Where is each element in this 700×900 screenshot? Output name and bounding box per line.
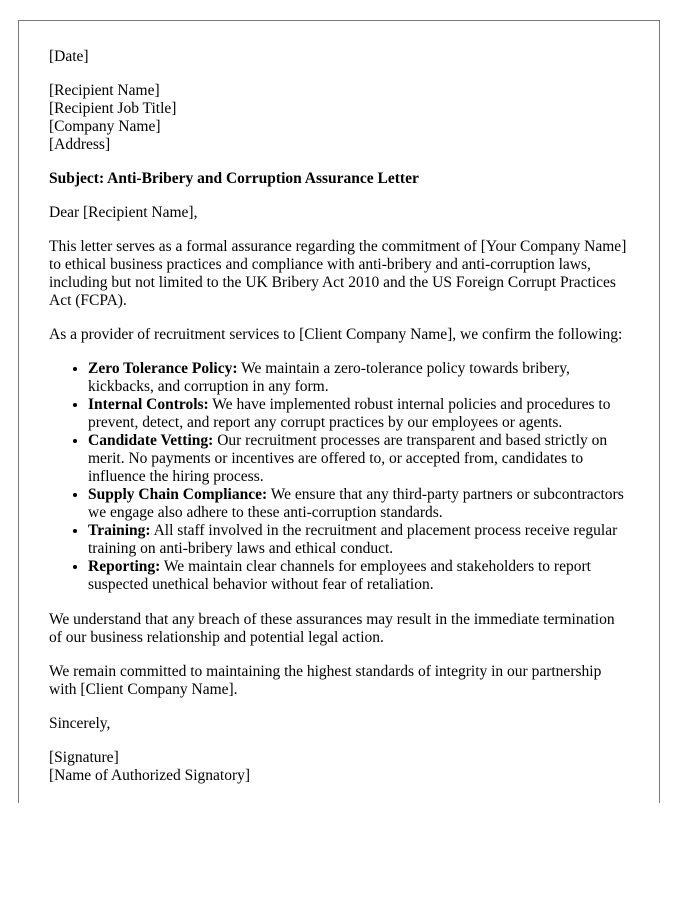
list-item-term: Zero Tolerance Policy:: [88, 360, 238, 377]
recipient-name: [Recipient Name]: [49, 82, 160, 99]
list-item-term: Reporting:: [88, 558, 161, 575]
letter-subject: Subject: Anti-Bribery and Corruption Assurance Letter: [49, 170, 419, 187]
list-item-text: We maintain clear channels for employees and stakeholders to report suspected unethical behavior without fear of retaliation.: [88, 558, 591, 593]
letter-date: [Date]: [49, 48, 89, 65]
commitment-paragraph: We remain committed to maintaining the highest standards of integrity in our partnership with [Client Company Name].: [49, 663, 602, 698]
list-item: [88, 486, 630, 522]
intro-paragraph: This letter serves as a formal assurance regarding the commitment of [Your Company Name] to ethical business practices and compliance with anti-bribery and anti-corruption laws, including but not limited to the UK Bribery Act 2010 and the US Foreign Corrupt Practices Act (FCPA).: [49, 238, 627, 309]
list-item-text: All staff involved in the recruitment and placement process receive regular training on anti-bribery laws and ethical conduct.: [88, 522, 618, 557]
list-item: [88, 558, 630, 594]
recipient-job-title: [Recipient Job Title]: [49, 100, 177, 117]
list-item-text: We have implemented robust internal policies and procedures to prevent, detect, and report any corrupt practices by our employees or agents.: [88, 396, 611, 431]
list-item: [88, 522, 630, 558]
signatory-name: [Name of Authorized Signatory]: [49, 767, 251, 784]
list-item-text: Our recruitment processes are transparent and based strictly on merit. No payments or incentives are offered to, or accepted from, candidates to influence the hiring process.: [88, 432, 608, 485]
list-item: [88, 360, 630, 396]
recipient-address: [Address]: [49, 136, 111, 153]
list-item-term: Internal Controls:: [88, 396, 209, 413]
letter-page: [18, 20, 660, 803]
recipient-block: [49, 82, 630, 154]
list-item-term: Candidate Vetting:: [88, 432, 214, 449]
list-item: [88, 396, 630, 432]
signature-block: [49, 749, 630, 785]
list-item-text: We ensure that any third-party partners or subcontractors we engage also adhere to these anti-corruption standards.: [88, 486, 624, 521]
list-item-term: Training:: [88, 522, 151, 539]
list-item-text: We maintain a zero-tolerance policy towards bribery, kickbacks, and corruption in any form.: [88, 360, 570, 395]
letter-salutation: Dear [Recipient Name],: [49, 204, 198, 221]
assurance-list: [49, 360, 630, 594]
list-item-term: Supply Chain Compliance:: [88, 486, 268, 503]
confirm-paragraph: As a provider of recruitment services to [Client Company Name], we confirm the following:: [49, 326, 623, 343]
list-item: [88, 432, 630, 486]
closing-line: Sincerely,: [49, 715, 111, 732]
recipient-company: [Company Name]: [49, 118, 161, 135]
signature-placeholder: [Signature]: [49, 749, 119, 766]
breach-paragraph: We understand that any breach of these assurances may result in the immediate termination of our business relationship and potential legal action.: [49, 611, 615, 646]
